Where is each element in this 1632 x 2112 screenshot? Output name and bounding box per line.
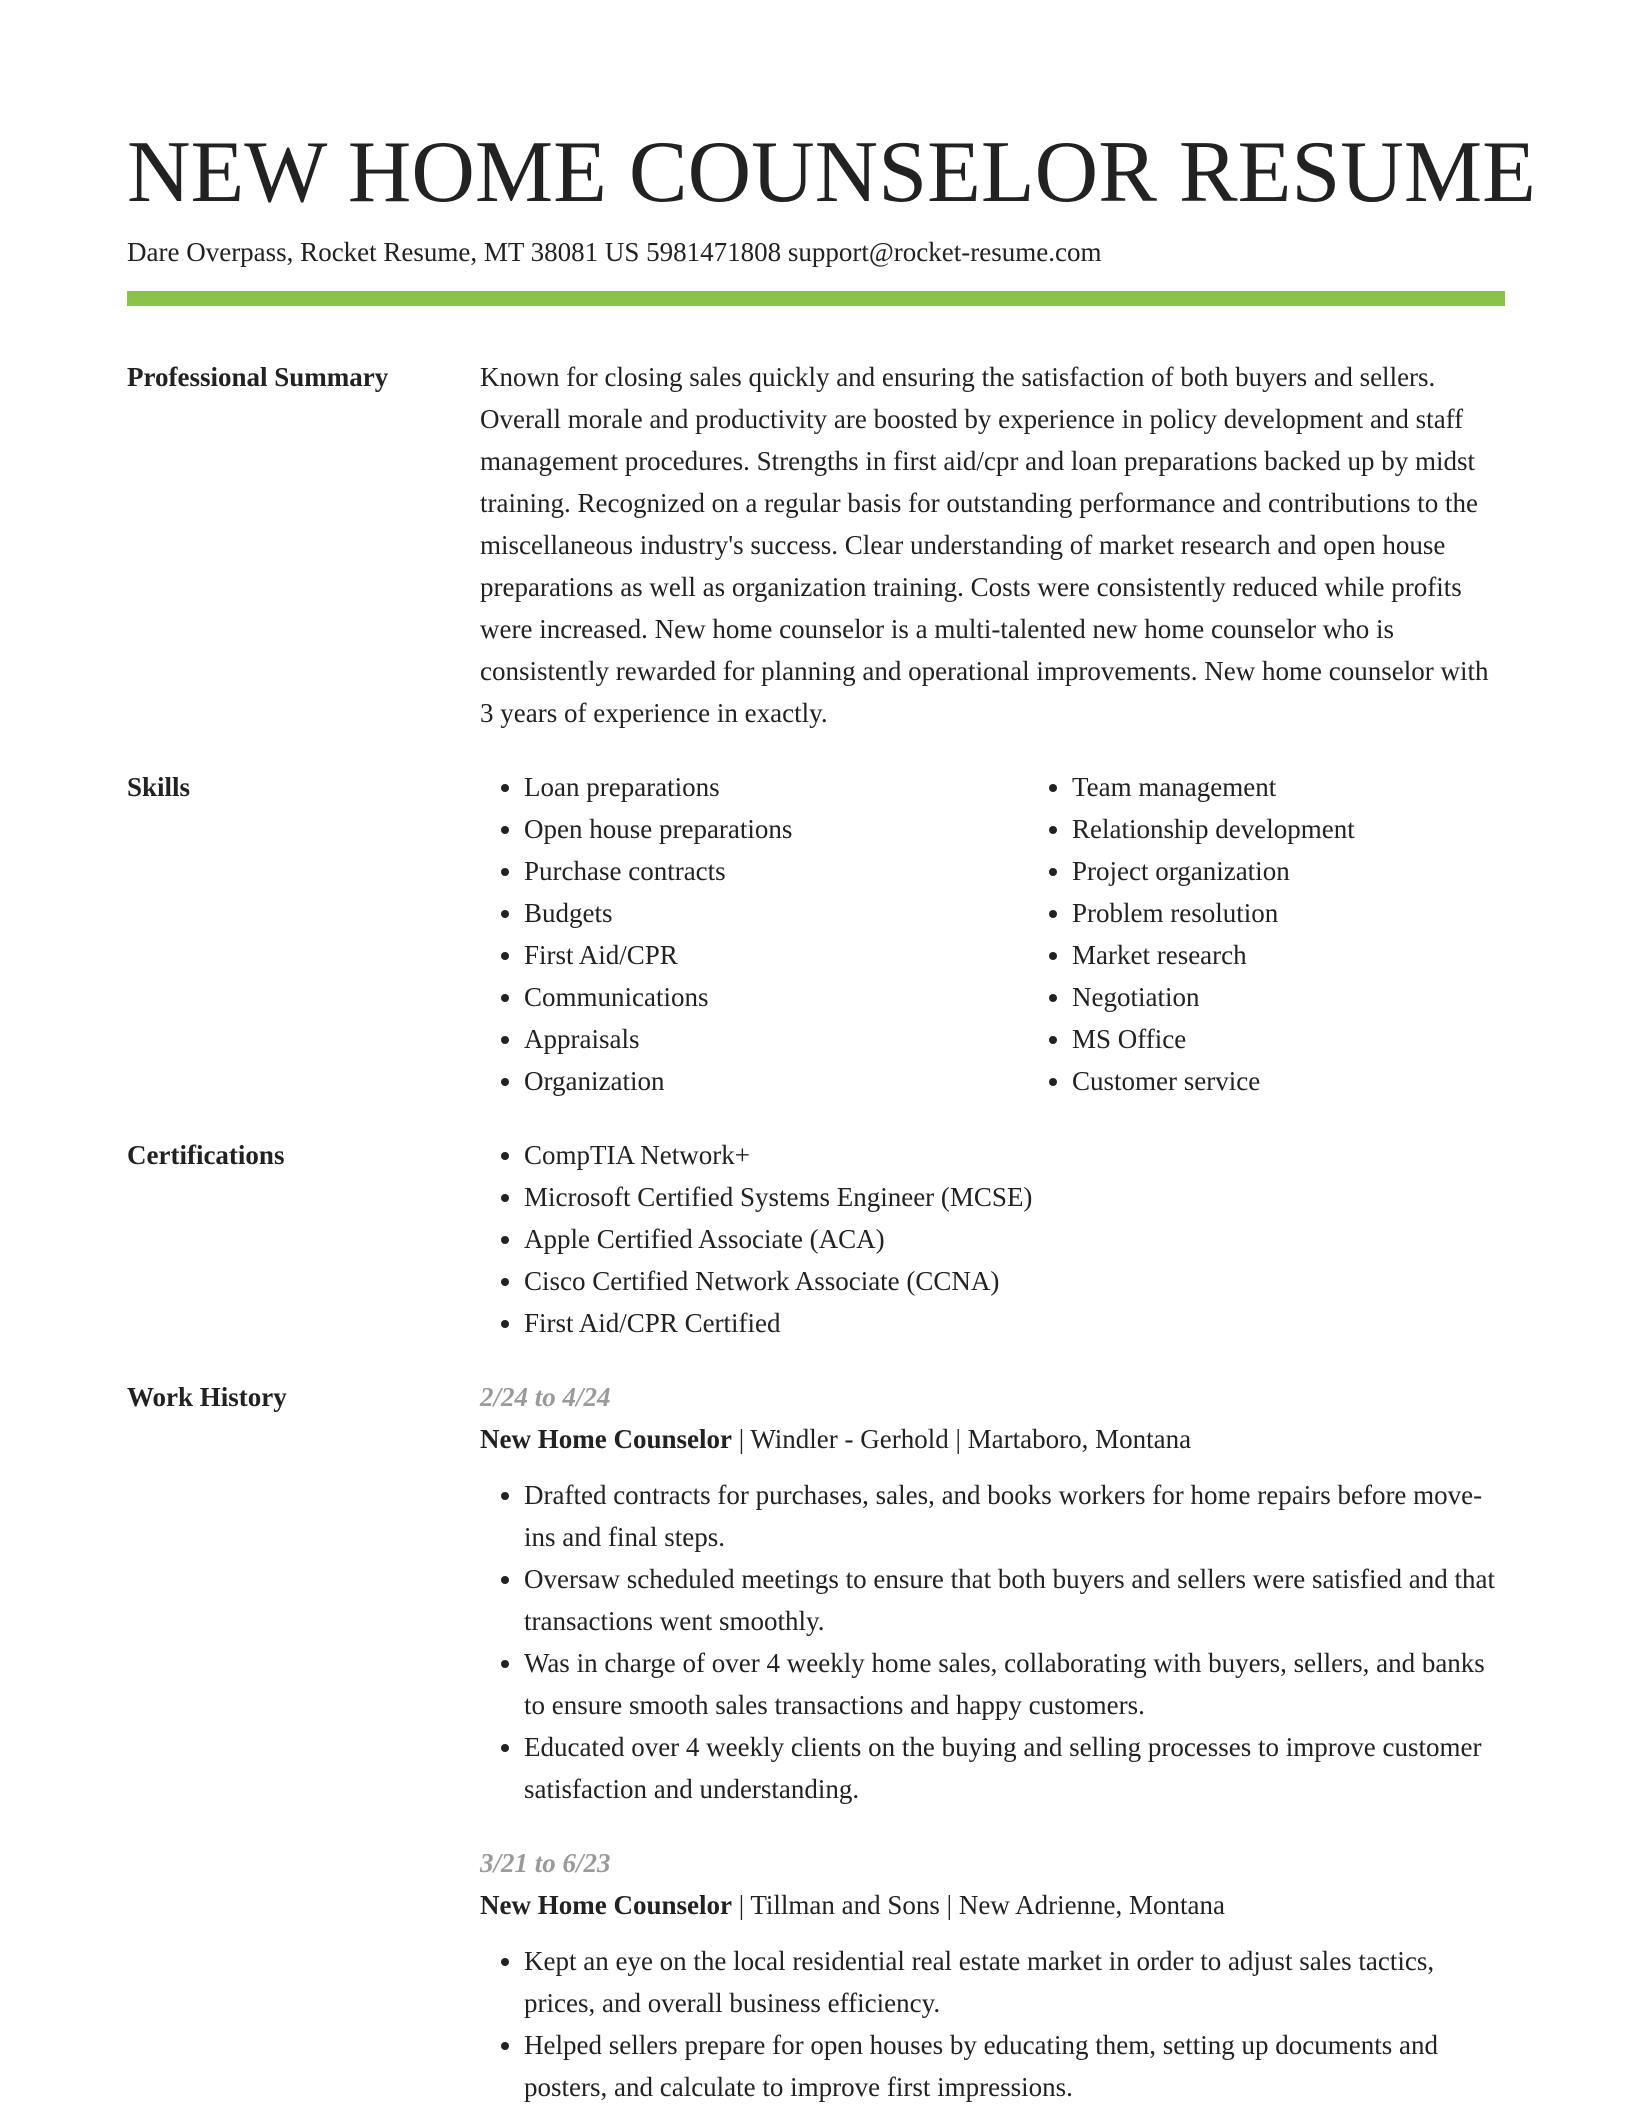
summary-text: Known for closing sales quickly and ensuring the satisfaction of both buyers and sellers. Overall morale and productivity are boosted by experience in policy development and staff management procedures. Strengths in first aid/cpr and loan preparations backed up by midst training. Recognized on a regular basis for outstanding performance and contributions to the miscellaneous industry's success. Clear understanding of market research and open house preparations as well as organization training. Costs were consistently reduced while profits were increased. New home counselor is a multi-talented new home counselor who is consistently rewarded for planning and operational improvements. New home counselor with 3 years of experience in exactly. (480, 362, 1489, 728)
accent-divider (127, 291, 1505, 306)
section-skills (127, 766, 1505, 1102)
job-heading (480, 1884, 1505, 1926)
list-item: • Relationship development (1072, 808, 1576, 850)
job-heading (480, 1418, 1505, 1460)
list-item: • Was in charge of over 4 weekly home sales, collaborating with buyers, sellers, and banks to ensure smooth sales transactions and happy customers. (524, 1642, 1505, 1726)
list-item: • Market research (1072, 934, 1576, 976)
list-item: • Communications (524, 976, 1028, 1018)
list-item: • Educated over 4 weekly clients on the buying and selling processes to improve customer satisfaction and understanding. (524, 1726, 1505, 1810)
section-label: Skills (127, 772, 191, 802)
list-item: • First Aid/CPR (524, 934, 1028, 976)
list-item: • Loan preparations (524, 766, 1028, 808)
work-history-body (480, 1376, 1505, 2108)
list-item: • Drafted contracts for purchases, sales, and books workers for home repairs before move-ins and final steps. (524, 1474, 1505, 1558)
section-professional-summary (127, 356, 1505, 734)
section-label: Professional Summary (127, 362, 389, 392)
list-item: • Helped sellers prepare for open houses by educating them, setting up documents and posters, and calculate to improve first impressions. (524, 2024, 1505, 2108)
list-item: • Project organization (1072, 850, 1576, 892)
list-item: • Open house preparations (524, 808, 1028, 850)
list-item: • Apple Certified Associate (ACA) (524, 1218, 1505, 1260)
section-certifications (127, 1134, 1505, 1344)
skills-columns (480, 766, 1576, 1102)
section-label: Certifications (127, 1140, 285, 1170)
job-bullets (480, 1474, 1505, 1810)
list-item: • Negotiation (1072, 976, 1576, 1018)
skills-list-left (480, 766, 1028, 1102)
list-item: • Customer service (1072, 1060, 1576, 1102)
list-item: • Cisco Certified Network Associate (CCNA) (524, 1260, 1505, 1302)
job-dates: 3/21 to 6/23 (480, 1848, 611, 1878)
resume-page (127, 118, 1536, 2108)
certifications-body (480, 1134, 1505, 1344)
list-item: • Kept an eye on the local residential real estate market in order to adjust sales tactics, prices, and overall business efficiency. (524, 1940, 1505, 2024)
certifications-list (480, 1134, 1505, 1344)
job-title: New Home Counselor (480, 1424, 732, 1454)
skills-list-right (1028, 766, 1576, 1102)
list-item: • First Aid/CPR Certified (524, 1302, 1505, 1344)
list-item: • Microsoft Certified Systems Engineer (MCSE) (524, 1176, 1505, 1218)
list-item: • Problem resolution (1072, 892, 1576, 934)
section-work-history (127, 1376, 1505, 2108)
list-item: • Oversaw scheduled meetings to ensure that both buyers and sellers were satisfied and that transactions went smoothly. (524, 1558, 1505, 1642)
list-item: • Appraisals (524, 1018, 1028, 1060)
job-employer-location: | Tillman and Sons | New Adrienne, Montana (731, 1890, 1226, 1920)
contact-line: Dare Overpass, Rocket Resume, MT 38081 US 5981471808 support@rocket-resume.com (127, 237, 1102, 267)
list-item: • Budgets (524, 892, 1028, 934)
list-item: • MS Office (1072, 1018, 1576, 1060)
section-label: Work History (127, 1382, 287, 1412)
job-bullets (480, 1940, 1505, 2108)
job-employer-location: | Windler - Gerhold | Martaboro, Montana (731, 1424, 1192, 1454)
job-entry (480, 1842, 1505, 2108)
list-item: • Organization (524, 1060, 1028, 1102)
list-item: • Team management (1072, 766, 1576, 808)
page-title: NEW HOME COUNSELOR RESUME (127, 124, 1536, 221)
list-item: • CompTIA Network+ (524, 1134, 1505, 1176)
job-dates: 2/24 to 4/24 (480, 1382, 611, 1412)
list-item: • Purchase contracts (524, 850, 1028, 892)
job-title: New Home Counselor (480, 1890, 732, 1920)
job-entry (480, 1376, 1505, 1810)
